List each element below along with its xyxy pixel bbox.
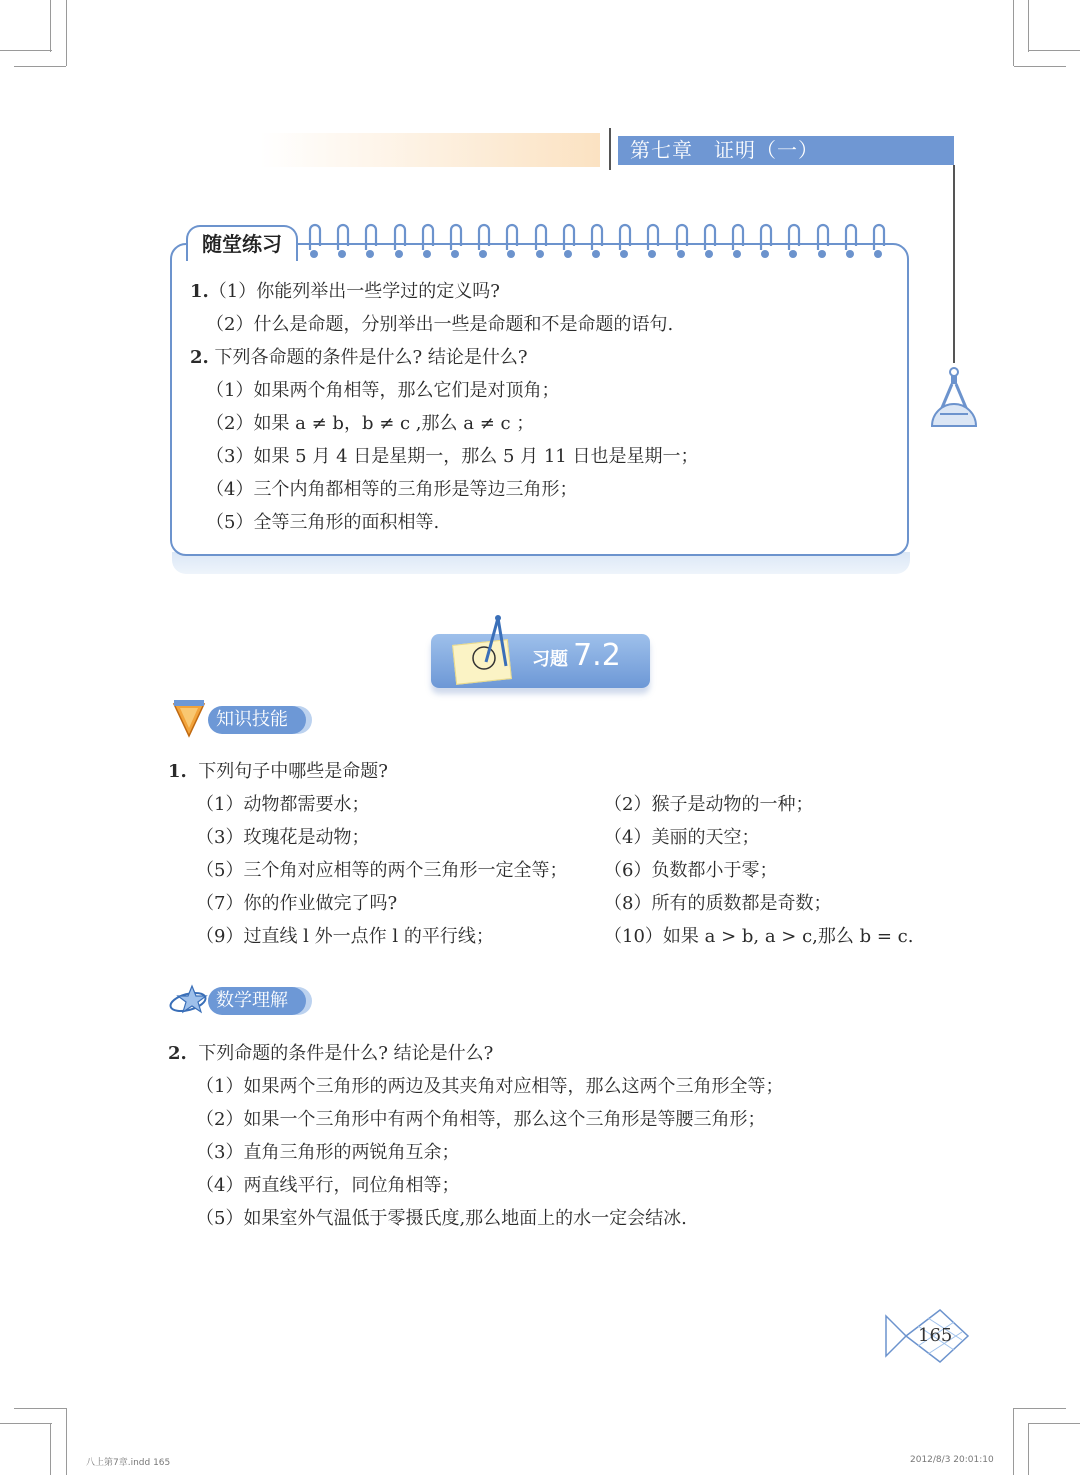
ring-icon — [419, 220, 435, 260]
item-text: （4）三个内角都相等的三角形是等边三角形； — [206, 479, 578, 500]
footer-date: 2012/8/3 20:01:10 — [910, 1455, 994, 1465]
page-number: 165 — [918, 1325, 953, 1346]
option-item: （9）过直线 l 外一点作 l 的平行线； — [196, 926, 494, 947]
exercise-title — [532, 638, 621, 673]
pencil-icon — [172, 698, 206, 738]
item-text: （2）如果 a ≠ b，b ≠ c ,那么 a ≠ c ； — [206, 413, 535, 434]
ring-icon — [447, 220, 463, 260]
ring-icon — [814, 220, 830, 260]
practice-item — [190, 343, 528, 369]
ring-icon — [729, 220, 745, 260]
option-item: （5）如果室外气温低于零摄氏度,那么地面上的水一定会结冰. — [196, 1208, 687, 1229]
section-tag-knowledge: 知识技能 — [208, 706, 306, 734]
practice-item — [206, 475, 577, 501]
option-item: （2）猴子是动物的一种； — [604, 794, 814, 815]
ring-icon — [532, 220, 548, 260]
option-item: （3）玫瑰花是动物； — [196, 827, 370, 848]
question-text: 下列句子中哪些是命题? — [198, 761, 388, 782]
ring-icon — [560, 220, 576, 260]
practice-item — [206, 310, 673, 336]
item-number: 2. — [190, 347, 209, 368]
practice-item — [206, 442, 698, 468]
footer-file: 八上第7章.indd 165 — [86, 1458, 171, 1468]
ring-icon — [616, 220, 632, 260]
section-tag-understanding: 数学理解 — [208, 987, 306, 1015]
option-item: （6）负数都小于零； — [604, 860, 778, 881]
star-orbit-icon — [168, 984, 212, 1018]
ring-icon — [391, 220, 407, 260]
question-text: 下列命题的条件是什么? 结论是什么? — [198, 1043, 494, 1064]
ring-icon — [588, 220, 604, 260]
header-divider — [609, 128, 611, 170]
option-item: （5）三个角对应相等的两个三角形一定全等； — [196, 860, 568, 881]
compass-icon — [928, 360, 980, 432]
ring-icon — [870, 220, 886, 260]
compass-drawing-icon — [468, 612, 512, 676]
ring-icon — [334, 220, 350, 260]
option-item: （10）如果 a > b, a > c,那么 b = c. — [604, 926, 914, 947]
item-text: （1）如果两个角相等，那么它们是对顶角； — [206, 380, 560, 401]
exercise-number: 7.2 — [573, 638, 621, 673]
item-text: （3）如果 5 月 4 日是星期一，那么 5 月 11 日也是星期一； — [206, 446, 699, 467]
option-item: （8）所有的质数都是奇数； — [604, 893, 832, 914]
question-number: 1. — [168, 761, 187, 782]
practice-item — [206, 409, 534, 435]
option-item: （4）美丽的天空； — [604, 827, 760, 848]
question-2 — [168, 1039, 493, 1065]
ring-icon — [701, 220, 717, 260]
question-number: 2. — [168, 1043, 187, 1064]
practice-item — [190, 277, 500, 303]
question-1 — [168, 757, 388, 783]
option-item: （4）两直线平行，同位角相等； — [196, 1175, 460, 1196]
ring-icon — [785, 220, 801, 260]
item-number: 1. — [190, 281, 209, 302]
practice-item — [206, 376, 559, 402]
ring-icon — [475, 220, 491, 260]
practice-item — [206, 508, 439, 534]
practice-label: 随堂练习 — [186, 225, 298, 261]
ring-icon — [757, 220, 773, 260]
option-item: （7）你的作业做完了吗? — [196, 893, 398, 914]
ring-icon — [306, 220, 322, 260]
item-text: （1）你能列举出一些学过的定义吗? — [208, 281, 500, 302]
option-item: （1）动物都需要水； — [196, 794, 370, 815]
item-text: （5）全等三角形的面积相等. — [206, 512, 440, 533]
margin-line — [953, 165, 955, 363]
ring-icon — [503, 220, 519, 260]
ring-icon — [362, 220, 378, 260]
chapter-title: 第七章 证明（一） — [618, 136, 954, 165]
exercise-label: 习题 — [532, 649, 568, 670]
ring-icon — [842, 220, 858, 260]
option-item: （3）直角三角形的两锐角互余； — [196, 1142, 460, 1163]
item-text: （2）什么是命题，分别举出一些是命题和不是命题的语句. — [206, 314, 674, 335]
header-decoration — [260, 133, 600, 167]
item-text: 下列各命题的条件是什么? 结论是什么? — [214, 347, 528, 368]
option-item: （1）如果两个三角形的两边及其夹角对应相等，那么这两个三角形全等； — [196, 1076, 784, 1097]
option-item: （2）如果一个三角形中有两个角相等，那么这个三角形是等腰三角形； — [196, 1109, 766, 1130]
ring-icon — [644, 220, 660, 260]
ring-icon — [673, 220, 689, 260]
